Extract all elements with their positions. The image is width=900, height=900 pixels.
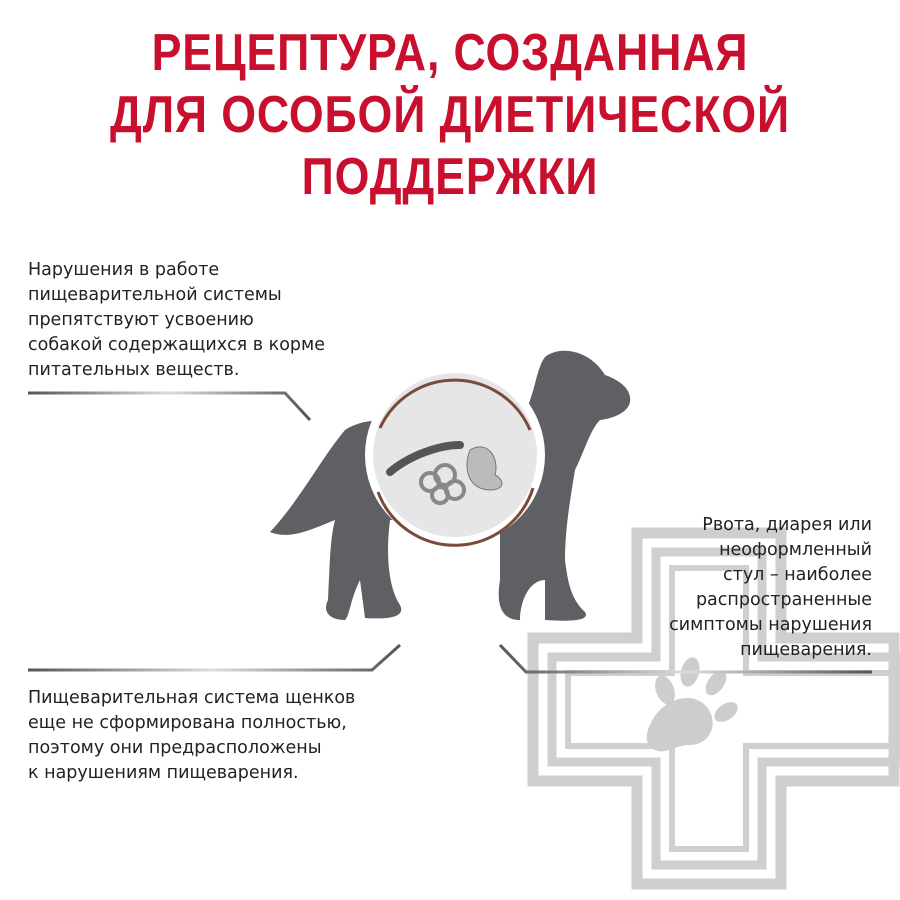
title-line: ДЛЯ ОСОБОЙ ДИЕТИЧЕСКОЙ <box>109 86 791 144</box>
title-line: ПОДДЕРЖКИ <box>301 148 599 206</box>
callout-line: Пищеварительная система щенков <box>28 688 356 708</box>
callout-line: симптомы нарушения <box>669 615 872 635</box>
callout-line: собакой содержащихся в корме <box>28 335 326 355</box>
callout-line: питательных веществ. <box>28 360 240 380</box>
callout-line: Рвота, диарея или <box>702 515 872 535</box>
callout-bottom-left <box>28 686 355 786</box>
callout-line: поэтому они предрасположены <box>28 738 322 758</box>
callout-line: к нарушениям пищеварения. <box>28 763 299 783</box>
callout-line: неоформленный <box>719 540 872 560</box>
callout-line: пищеварения. <box>740 640 872 660</box>
callout-line: еще не сформирована полностью, <box>28 713 347 733</box>
callout-line: пищеварительной системы <box>28 285 282 305</box>
paw-icon <box>647 655 742 751</box>
callout-right <box>669 513 872 663</box>
title-line: РЕЦЕПТУРА, СОЗДАННАЯ <box>151 24 749 82</box>
digestive-system-illustration <box>369 369 541 545</box>
callout-line: Нарушения в работе <box>28 260 220 280</box>
callout-line: стул – наиболее <box>723 565 872 585</box>
callout-top-left <box>28 258 325 383</box>
callout-line: препятствуют усвоению <box>28 310 254 330</box>
page-title <box>63 22 837 208</box>
callout-line: распространенные <box>695 590 872 610</box>
